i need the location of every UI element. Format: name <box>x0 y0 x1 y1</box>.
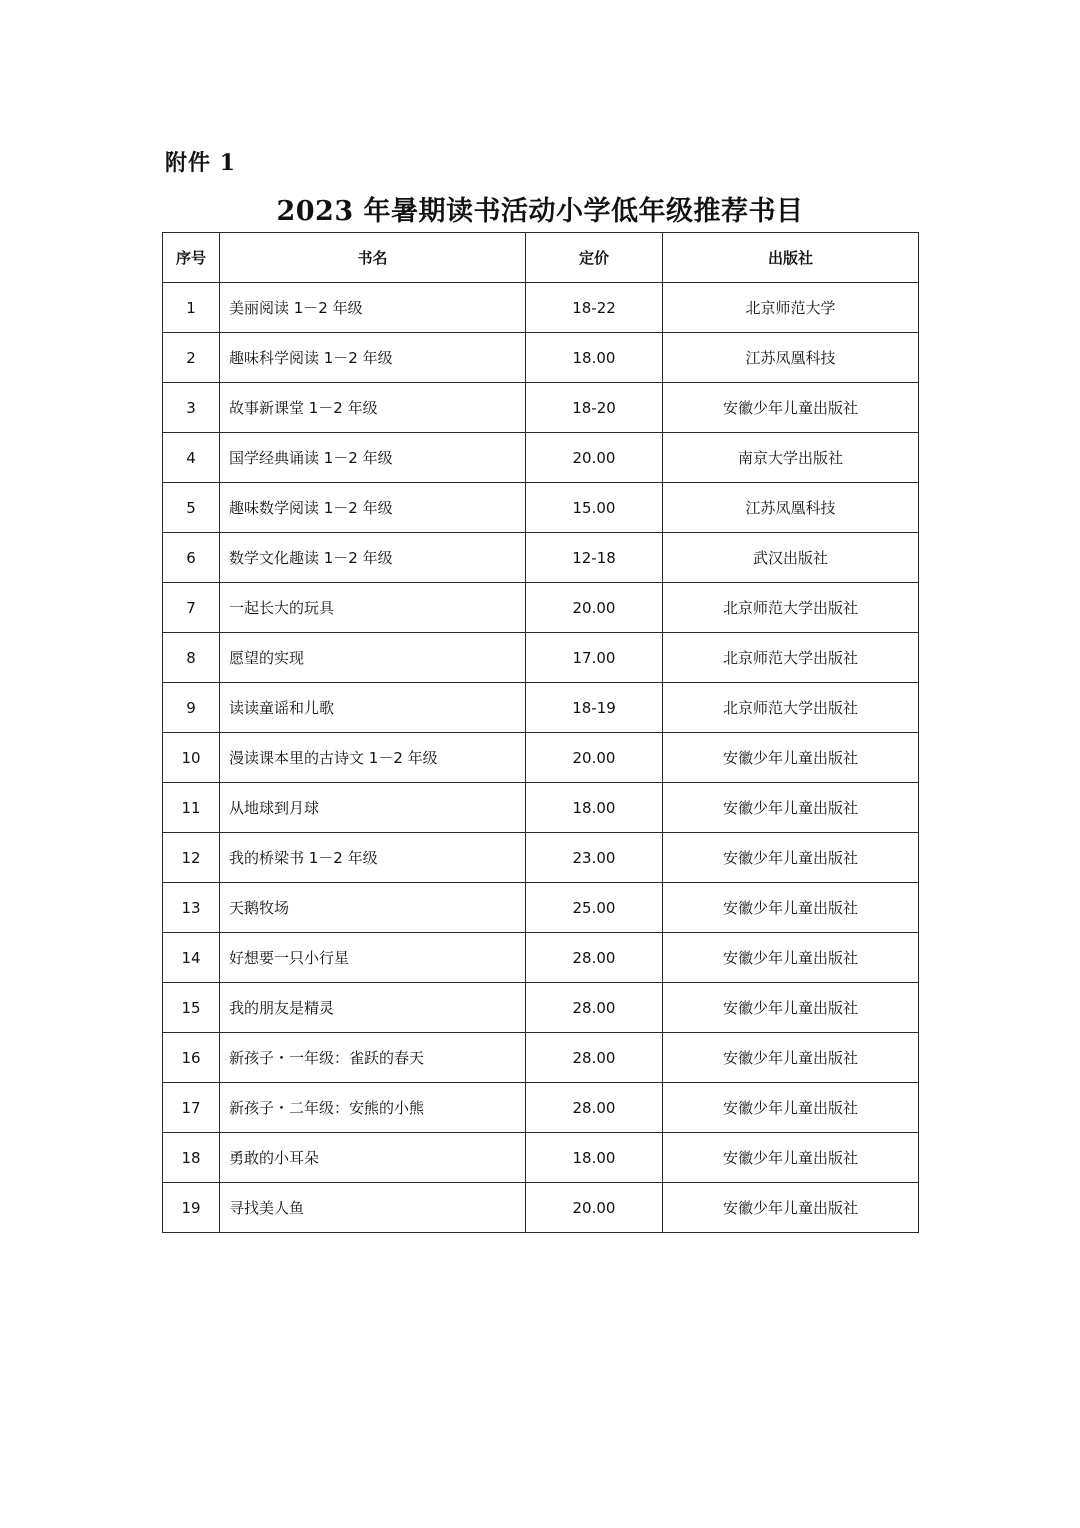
cell-publisher: 北京师范大学 <box>663 283 919 333</box>
cell-publisher: 武汉出版社 <box>663 533 919 583</box>
cell-no: 12 <box>163 833 220 883</box>
cell-title: 我的桥梁书 1－2 年级 <box>220 833 526 883</box>
table-row <box>163 483 919 533</box>
table-row <box>163 683 919 733</box>
cell-title: 新孩子・二年级：安熊的小熊 <box>220 1083 526 1133</box>
cell-title: 勇敢的小耳朵 <box>220 1133 526 1183</box>
cell-publisher: 安徽少年儿童出版社 <box>663 933 919 983</box>
table-row <box>163 933 919 983</box>
cell-price: 28.00 <box>526 983 663 1033</box>
cell-publisher: 安徽少年儿童出版社 <box>663 783 919 833</box>
cell-price: 25.00 <box>526 883 663 933</box>
table-row <box>163 433 919 483</box>
table-row <box>163 883 919 933</box>
cell-title: 新孩子・一年级：雀跃的春天 <box>220 1033 526 1083</box>
table-body <box>163 283 919 1233</box>
cell-title: 愿望的实现 <box>220 633 526 683</box>
cell-price: 28.00 <box>526 933 663 983</box>
cell-title: 国学经典诵读 1－2 年级 <box>220 433 526 483</box>
cell-publisher: 江苏凤凰科技 <box>663 483 919 533</box>
cell-publisher: 安徽少年儿童出版社 <box>663 1133 919 1183</box>
table-header-row <box>163 233 919 283</box>
cell-publisher: 安徽少年儿童出版社 <box>663 1183 919 1233</box>
cell-price: 12-18 <box>526 533 663 583</box>
book-list-table <box>162 232 919 1233</box>
cell-title: 数学文化趣读 1－2 年级 <box>220 533 526 583</box>
cell-publisher: 安徽少年儿童出版社 <box>663 383 919 433</box>
cell-no: 4 <box>163 433 220 483</box>
cell-title: 从地球到月球 <box>220 783 526 833</box>
cell-title: 趣味科学阅读 1－2 年级 <box>220 333 526 383</box>
cell-price: 18-19 <box>526 683 663 733</box>
document-title: 2023 年暑期读书活动小学低年级推荐书目 <box>276 196 804 227</box>
cell-price: 20.00 <box>526 1183 663 1233</box>
cell-price: 18-22 <box>526 283 663 333</box>
cell-title: 我的朋友是精灵 <box>220 983 526 1033</box>
cell-no: 3 <box>163 383 220 433</box>
cell-price: 20.00 <box>526 583 663 633</box>
table-row <box>163 733 919 783</box>
cell-publisher: 安徽少年儿童出版社 <box>663 1033 919 1083</box>
cell-title: 寻找美人鱼 <box>220 1183 526 1233</box>
table-row <box>163 1183 919 1233</box>
cell-price: 28.00 <box>526 1083 663 1133</box>
cell-price: 20.00 <box>526 733 663 783</box>
cell-no: 7 <box>163 583 220 633</box>
header-no: 序号 <box>163 233 220 283</box>
cell-price: 18.00 <box>526 333 663 383</box>
table-row <box>163 1033 919 1083</box>
cell-publisher: 安徽少年儿童出版社 <box>663 983 919 1033</box>
cell-publisher: 安徽少年儿童出版社 <box>663 1083 919 1133</box>
cell-title: 趣味数学阅读 1－2 年级 <box>220 483 526 533</box>
table-row <box>163 1083 919 1133</box>
cell-no: 13 <box>163 883 220 933</box>
cell-no: 10 <box>163 733 220 783</box>
cell-publisher: 安徽少年儿童出版社 <box>663 833 919 883</box>
cell-price: 18-20 <box>526 383 663 433</box>
cell-publisher: 安徽少年儿童出版社 <box>663 733 919 783</box>
table-row <box>163 833 919 883</box>
table-row <box>163 633 919 683</box>
cell-no: 6 <box>163 533 220 583</box>
cell-price: 18.00 <box>526 1133 663 1183</box>
table-row <box>163 1133 919 1183</box>
cell-no: 15 <box>163 983 220 1033</box>
table-row <box>163 983 919 1033</box>
cell-no: 17 <box>163 1083 220 1133</box>
cell-no: 5 <box>163 483 220 533</box>
cell-price: 18.00 <box>526 783 663 833</box>
cell-price: 23.00 <box>526 833 663 883</box>
cell-no: 9 <box>163 683 220 733</box>
cell-publisher: 北京师范大学出版社 <box>663 583 919 633</box>
cell-publisher: 安徽少年儿童出版社 <box>663 883 919 933</box>
cell-no: 19 <box>163 1183 220 1233</box>
cell-publisher: 南京大学出版社 <box>663 433 919 483</box>
cell-title: 故事新课堂 1－2 年级 <box>220 383 526 433</box>
attachment-label: 附件 1 <box>165 150 236 176</box>
cell-no: 18 <box>163 1133 220 1183</box>
cell-publisher: 北京师范大学出版社 <box>663 633 919 683</box>
header-title: 书名 <box>220 233 526 283</box>
table-row <box>163 333 919 383</box>
cell-no: 16 <box>163 1033 220 1083</box>
cell-title: 漫读课本里的古诗文 1－2 年级 <box>220 733 526 783</box>
cell-no: 11 <box>163 783 220 833</box>
cell-title: 天鹅牧场 <box>220 883 526 933</box>
cell-price: 15.00 <box>526 483 663 533</box>
cell-title: 读读童谣和儿歌 <box>220 683 526 733</box>
cell-title: 美丽阅读 1－2 年级 <box>220 283 526 333</box>
table-row <box>163 533 919 583</box>
table-row <box>163 783 919 833</box>
cell-price: 28.00 <box>526 1033 663 1083</box>
cell-title: 好想要一只小行星 <box>220 933 526 983</box>
table-row <box>163 383 919 433</box>
cell-no: 1 <box>163 283 220 333</box>
cell-publisher: 江苏凤凰科技 <box>663 333 919 383</box>
header-publisher: 出版社 <box>663 233 919 283</box>
cell-no: 2 <box>163 333 220 383</box>
cell-no: 14 <box>163 933 220 983</box>
table-row <box>163 283 919 333</box>
cell-price: 20.00 <box>526 433 663 483</box>
table-row <box>163 583 919 633</box>
cell-publisher: 北京师范大学出版社 <box>663 683 919 733</box>
cell-title: 一起长大的玩具 <box>220 583 526 633</box>
cell-no: 8 <box>163 633 220 683</box>
header-price: 定价 <box>526 233 663 283</box>
cell-price: 17.00 <box>526 633 663 683</box>
